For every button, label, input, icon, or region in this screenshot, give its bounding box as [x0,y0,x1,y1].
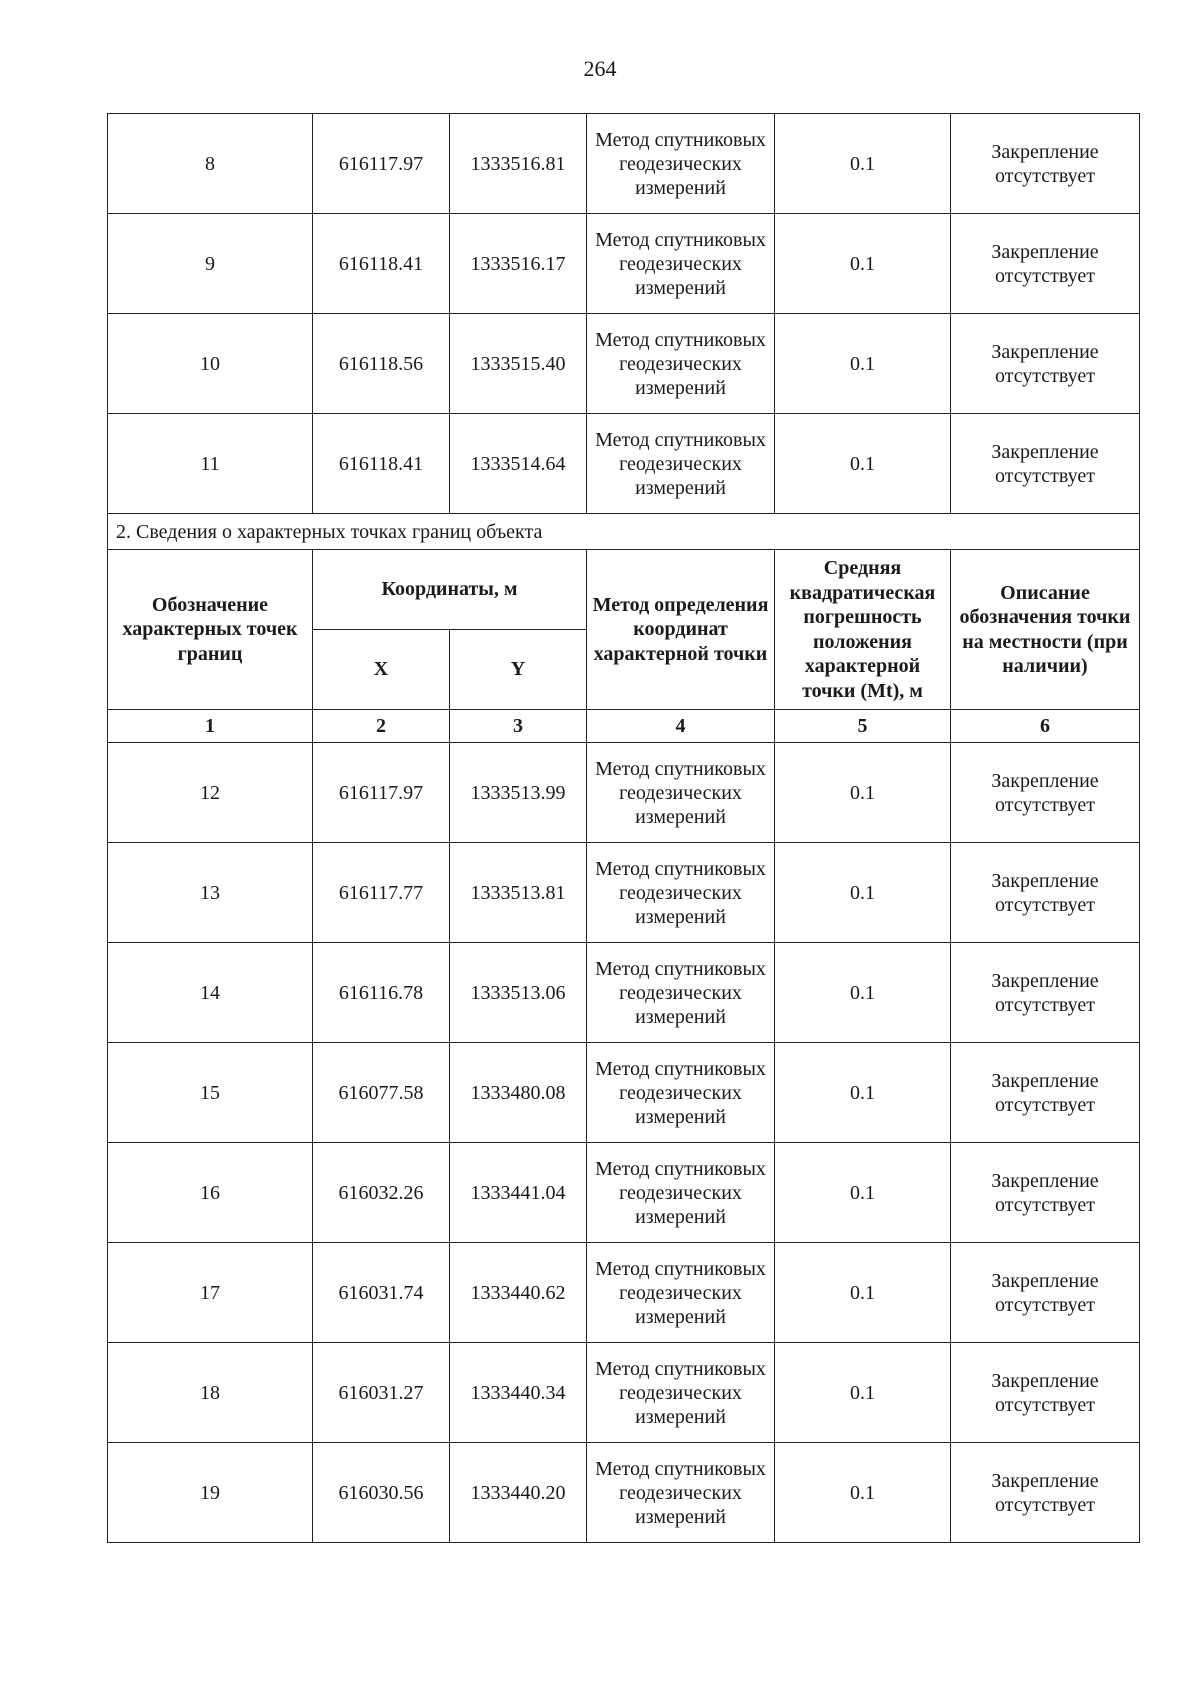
coord-y: 1333516.17 [450,214,587,314]
error-value: 0.1 [775,943,951,1043]
coord-y: 1333516.81 [450,114,587,214]
point-number: 12 [108,743,313,843]
point-number: 16 [108,1143,313,1243]
error-value: 0.1 [775,743,951,843]
point-number: 13 [108,843,313,943]
point-number: 8 [108,114,313,214]
error-value: 0.1 [775,414,951,514]
table-row [108,1443,1140,1543]
section-title-row [108,514,1140,550]
error-value: 0.1 [775,1343,951,1443]
coord-x: 616117.97 [313,114,450,214]
description: Закрепление отсутствует [951,214,1140,314]
header-x: X [313,630,450,710]
column-number: 2 [313,710,450,743]
coord-y: 1333513.81 [450,843,587,943]
coord-x: 616118.56 [313,314,450,414]
header-y: Y [450,630,587,710]
column-number: 6 [951,710,1140,743]
table-row [108,1343,1140,1443]
coord-x: 616032.26 [313,1143,450,1243]
coord-x: 616117.97 [313,743,450,843]
method: Метод спутниковых геодезических измерений [587,843,775,943]
table-row [108,843,1140,943]
method: Метод спутниковых геодезических измерений [587,1043,775,1143]
error-value: 0.1 [775,1143,951,1243]
coord-x: 616117.77 [313,843,450,943]
table-row [108,1043,1140,1143]
coord-x: 616030.56 [313,1443,450,1543]
description: Закрепление отсутствует [951,1243,1140,1343]
method: Метод спутниковых геодезических измерений [587,1343,775,1443]
coord-y: 1333514.64 [450,414,587,514]
page-number: 264 [583,56,617,81]
method: Метод спутниковых геодезических измерений [587,314,775,414]
description: Закрепление отсутствует [951,843,1140,943]
error-value: 0.1 [775,1443,951,1543]
coord-y: 1333440.20 [450,1443,587,1543]
point-number: 11 [108,414,313,514]
header-coordinates: Координаты, м [313,550,587,630]
header-error: Средняя квадратическая погрешность положения характерной точки (Mt), м [775,550,951,710]
table-row [108,943,1140,1043]
coord-y: 1333480.08 [450,1043,587,1143]
description: Закрепление отсутствует [951,1343,1140,1443]
description: Закрепление отсутствует [951,743,1140,843]
point-number: 17 [108,1243,313,1343]
description: Закрепление отсутствует [951,943,1140,1043]
method: Метод спутниковых геодезических измерений [587,743,775,843]
description: Закрепление отсутствует [951,1143,1140,1243]
method: Метод спутниковых геодезических измерений [587,943,775,1043]
description: Закрепление отсутствует [951,1043,1140,1143]
method: Метод спутниковых геодезических измерений [587,114,775,214]
column-number: 5 [775,710,951,743]
point-number: 14 [108,943,313,1043]
table-row [108,1143,1140,1243]
error-value: 0.1 [775,214,951,314]
coord-x: 616116.78 [313,943,450,1043]
column-number: 1 [108,710,313,743]
method: Метод спутниковых геодезических измерений [587,214,775,314]
method: Метод спутниковых геодезических измерений [587,414,775,514]
coord-x: 616077.58 [313,1043,450,1143]
point-number: 10 [108,314,313,414]
column-number: 4 [587,710,775,743]
header-description: Описание обозначения точки на местности (при наличии) [951,550,1140,710]
section-title: 2. Сведения о характерных точках границ объекта [108,514,1140,550]
column-numbers-row [108,710,1140,743]
boundary-points-table [107,113,1140,1543]
description: Закрепление отсутствует [951,314,1140,414]
table-row [108,1243,1140,1343]
method: Метод спутниковых геодезических измерений [587,1243,775,1343]
coord-x: 616118.41 [313,214,450,314]
table-row [108,314,1140,414]
header-row-1 [108,550,1140,630]
rows-after [108,743,1140,1543]
coord-y: 1333441.04 [450,1143,587,1243]
table-row [108,414,1140,514]
coord-y: 1333440.62 [450,1243,587,1343]
header-method: Метод определения координат характерной точки [587,550,775,710]
method: Метод спутниковых геодезических измерений [587,1443,775,1543]
table-row [108,743,1140,843]
error-value: 0.1 [775,843,951,943]
coord-y: 1333440.34 [450,1343,587,1443]
error-value: 0.1 [775,1243,951,1343]
column-number: 3 [450,710,587,743]
table-row [108,114,1140,214]
description: Закрепление отсутствует [951,414,1140,514]
coord-x: 616031.27 [313,1343,450,1443]
table-row [108,214,1140,314]
coord-y: 1333513.06 [450,943,587,1043]
point-number: 9 [108,214,313,314]
section-header [108,514,1140,743]
description: Закрепление отсутствует [951,1443,1140,1543]
coord-x: 616118.41 [313,414,450,514]
coord-x: 616031.74 [313,1243,450,1343]
error-value: 0.1 [775,314,951,414]
coord-y: 1333513.99 [450,743,587,843]
point-number: 18 [108,1343,313,1443]
description: Закрепление отсутствует [951,114,1140,214]
method: Метод спутниковых геодезических измерений [587,1143,775,1243]
coord-y: 1333515.40 [450,314,587,414]
header-designation: Обозначение характерных точек границ [108,550,313,710]
point-number: 15 [108,1043,313,1143]
error-value: 0.1 [775,1043,951,1143]
error-value: 0.1 [775,114,951,214]
point-number: 19 [108,1443,313,1543]
rows-before [108,114,1140,514]
